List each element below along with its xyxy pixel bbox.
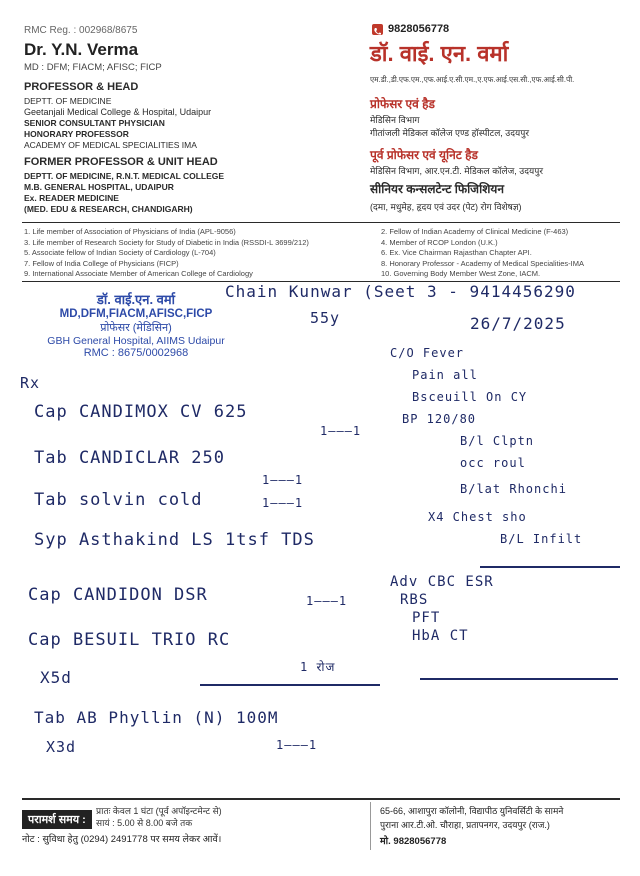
doctor-name-english: Dr. Y.N. Verma: [24, 40, 139, 59]
college-hindi: गीतांजली मेडिकल कॉलेज एण्ड हॉस्पीटल, उदयपुर: [370, 128, 530, 138]
dose-5: 1 रोज: [300, 660, 336, 674]
med-6: Cap BESUIL TRIO RC: [28, 630, 231, 650]
membership-item: 8. Honorary Professor - Academy of Medical Specialities-IMA: [381, 258, 584, 268]
honorary-professor: HONORARY PROFESSOR: [24, 129, 129, 139]
note-line: Pain all: [412, 368, 478, 382]
footer-separator: [370, 802, 371, 850]
timing-morning: प्रातः केवल 1 घंटा (पूर्व अपॉइन्टमेन्ट से): [96, 806, 222, 816]
stamp-role: प्रोफेसर (मेडिसिन): [100, 322, 172, 334]
memberships-left: [24, 227, 374, 280]
note-line: BP 120/80: [402, 412, 477, 426]
membership-item: 1. Life member of Association of Physicians of India (APL-9056): [24, 227, 236, 236]
duration-2: X3d: [46, 738, 77, 756]
hw-underline: [480, 566, 620, 568]
rx-symbol: Rx: [20, 374, 41, 392]
membership-item: 10. Governing Body Member West Zone, IACM.: [381, 269, 541, 278]
dose-2: 1———1: [262, 473, 304, 487]
membership-item: 9. International Associate Member of American College of Cardiology: [24, 269, 253, 278]
membership-item: 6. Ex. Vice Chairman Rajasthan Chapter API.: [381, 248, 532, 257]
phone-icon: [372, 24, 383, 35]
note-line: occ roul: [460, 456, 526, 470]
appointment-note: नोट : सुविधा हेतु (0294) 2491778 पर समय लेकर आवें।: [22, 834, 222, 845]
specialty-hindi: (दमा, मधुमेह, हृदय एवं उदर (पेट) रोग विशेषज्ञ): [370, 202, 522, 212]
stamp-degrees: MD,DFM,FIACM,AFISC,FICP: [59, 308, 213, 320]
former-professor: FORMER PROFESSOR & UNIT HEAD: [24, 156, 218, 168]
membership-item: 5. Associate fellow of Indian Society of Cardiology (L-704): [24, 248, 216, 257]
med-edu-research: (MED. EDU & RESEARCH, CHANDIGARH): [24, 204, 193, 214]
note-line: X4 Chest sho: [428, 510, 527, 524]
rnt-college-hindi: मेडिसिन विभाग, आर.एन.टी. मेडिकल कॉलेज, उदयपुर: [370, 166, 544, 176]
med-1: Cap CANDIMOX CV 625: [34, 402, 248, 422]
complaints-notes: [390, 342, 582, 550]
stamp-name: डॉ. वाई.एन. वर्मा: [96, 292, 176, 307]
doctor-degrees: MD : DFM; FIACM; AFISC; FICP: [24, 62, 162, 73]
doctor-name-hindi: डॉ. वाई. एन. वर्मा: [370, 41, 509, 66]
stamp-hospital: GBH General Hospital, AIIMS Udaipur: [47, 335, 225, 347]
note-line: B/lat Rhonchi: [460, 482, 567, 496]
note-line: B/l Clptn: [460, 434, 535, 448]
dose-3: 1———1: [262, 496, 304, 510]
header-divider: [22, 222, 620, 223]
doctor-stamp: [36, 290, 236, 359]
med-3: Tab solvin cold: [34, 490, 203, 510]
mb-general-hospital: M.B. GENERAL HOSPITAL, UDAIPUR: [24, 182, 174, 192]
college-name: Geetanjali Medical College & Hospital, Udaipur: [24, 107, 212, 117]
former-professor-hindi: पूर्व प्रोफेसर एवं यूनिट हैड: [370, 148, 478, 162]
reader-medicine: Ex. READER MEDICINE: [24, 193, 119, 203]
patient-name: Chain Kunwar (Seet 3 - 9414456290: [225, 282, 576, 301]
clinic-address-line2: पुराना आर.टी.ओ. चौराहा, प्रतापनगर, उदयपुर (राज.): [380, 820, 550, 830]
phone-number[interactable]: 9828056778: [388, 23, 450, 35]
duration-1: X5d: [40, 668, 72, 687]
investigations: [390, 573, 494, 645]
note-line: B/L Infilt: [500, 532, 583, 546]
timing-label: परामर्श समय :: [22, 810, 92, 829]
professor-head-hindi: प्रोफेसर एवं हैड: [370, 97, 435, 111]
membership-item: 7. Fellow of India College of Physicians (FICP): [24, 258, 179, 268]
note-line: Bsceuill On CY: [412, 390, 528, 404]
academy-medical: ACADEMY OF MEDICAL SPECIALITIES IMA: [24, 140, 197, 150]
stamp-rmc: RMC : 8675/0002968: [83, 347, 189, 359]
doctor-degrees-hindi: एम.डी.,डी.एफ.एम.,एफ.आई.ए.सी.एम.,ए.एफ.आई.एस.सी.,एफ.आई.सी.पी.: [370, 75, 575, 84]
dept-medicine-hindi: मेडिसिन विभाग: [370, 115, 420, 125]
investigation-item: Adv CBC ESR: [390, 574, 494, 590]
clinic-address-line1: 65-66, आशापुरा कॉलोनी, विद्यापीठ युनिवर्सिटी के सामने: [380, 806, 564, 816]
dose-6: 1———1: [276, 738, 318, 752]
membership-item: 2. Fellow of Indian Academy of Clinical Medicine (F-463): [381, 227, 569, 236]
hw-underline: [200, 684, 380, 686]
rmc-reg: RMC Reg. : 002968/8675: [24, 25, 138, 36]
patient-age: 55y: [310, 309, 341, 327]
footer-divider: [22, 798, 620, 800]
membership-item: 4. Member of RCOP London (U.K.): [381, 237, 498, 247]
investigation-item: PFT: [412, 610, 441, 626]
investigation-item: HbA CT: [412, 628, 469, 644]
dept-medicine: DEPTT. OF MEDICINE: [24, 96, 112, 106]
prescription-date: 26/7/2025: [470, 314, 566, 333]
senior-consultant: SENIOR CONSULTANT PHYSICIAN: [24, 118, 165, 128]
senior-consultant-hindi: सीनियर कन्सलटेन्ट फिजिशियन: [370, 182, 504, 196]
title-professor-head: PROFESSOR & HEAD: [24, 81, 139, 93]
memberships-right: [381, 227, 626, 280]
dose-4: 1———1: [306, 594, 348, 608]
timing-evening: सायं : 5.00 से 8.00 बजे तक: [96, 818, 193, 828]
med-5: Cap CANDIDON DSR: [28, 585, 208, 605]
med-4: Syp Asthakind LS 1tsf TDS: [34, 530, 315, 550]
dept-rnt: DEPTT. OF MEDICINE, R.N.T. MEDICAL COLLEGE: [24, 171, 225, 181]
investigation-item: RBS: [400, 592, 429, 608]
hw-underline: [420, 678, 618, 680]
med-2: Tab CANDICLAR 250: [34, 448, 225, 468]
membership-item: 3. Life member of Research Society for Study of Diabetic in India (RSSDI-L 3699/212): [24, 237, 309, 247]
clinic-mobile[interactable]: मो. 9828056778: [380, 836, 447, 847]
med-7: Tab AB Phyllin (N) 100M: [34, 708, 279, 727]
note-line: C/O Fever: [390, 346, 465, 360]
dose-1: 1———1: [320, 424, 362, 438]
